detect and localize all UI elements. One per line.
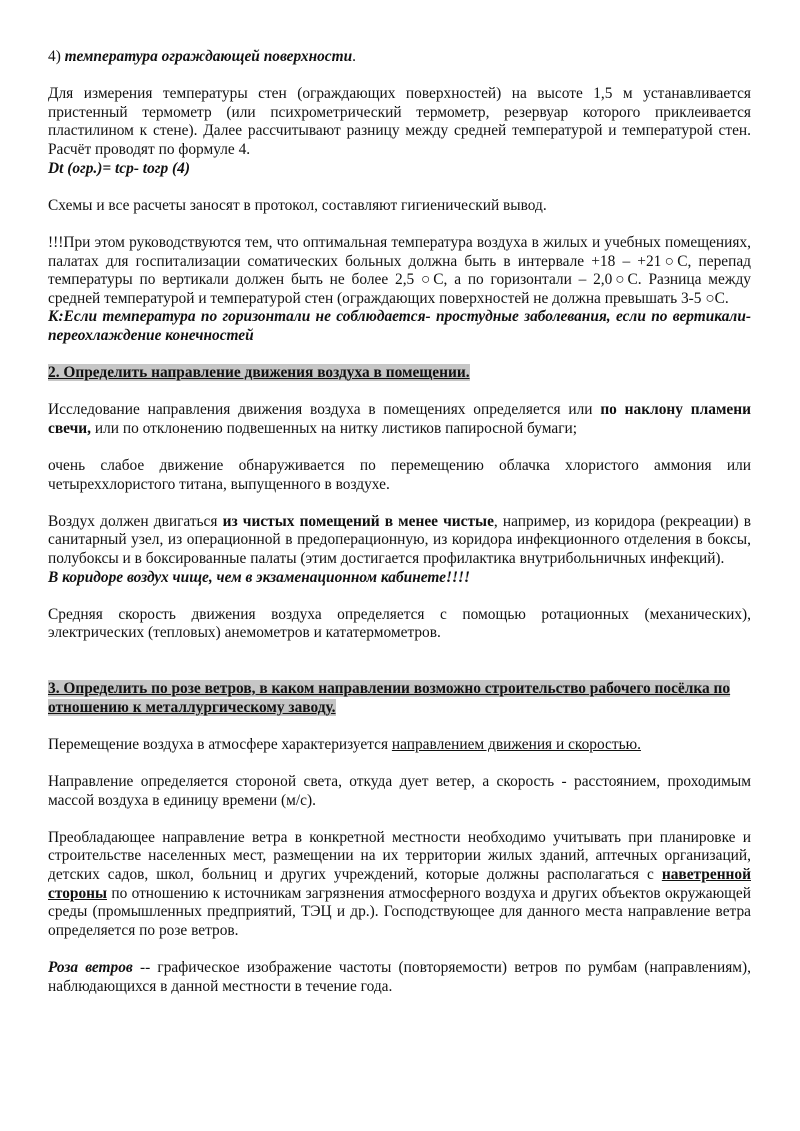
item-title: температура ограждающей поверхности: [64, 48, 353, 65]
paragraph-optimal-temperature: !!!При этом руководствуются тем, что оптимальная температура воздуха в жилых и учебных помещениях, палатах для госпитализации соматических больных должна быть в интервале +18 – +21○С, перепад температуры по вертикали должен быть не более 2,5 ○С, а по горизонтали – 2,0○С. Разница между средней температурой и температурой стен (ограждающих поверхностей не должна превышать 3-5 ○С.: [48, 233, 751, 307]
text-run: -- графическое изображение частоты (повторяемости) ветров по румбам (направлениям), наблюдающихся в данной местности в течение года.: [48, 958, 751, 995]
bold-run: из чистых помещений в менее чистые: [222, 512, 494, 530]
text-run: по отношению к источникам загрязнения атмосферного воздуха и других объектов окружающей среды (промышленных предприятий, ТЭЦ и др.). Господствующее для данного места направление ветра определяется по розе ветров.: [48, 884, 751, 939]
bold-run: по наклону пламени свечи,: [48, 401, 751, 437]
paragraph-atmosphere-movement: [48, 736, 751, 755]
underlined-run: направлением движения и скоростью.: [391, 735, 641, 753]
paragraph-wind-rose: [48, 959, 751, 996]
section-2-heading-text: 2. Определить направление движения воздуха в помещении.: [48, 364, 470, 382]
paragraph-wind-direction: Направление определяется стороной света, откуда дует ветер, а скорость - расстоянием, проходимым массой воздуха в единицу времени (м/с).: [48, 772, 751, 809]
bold-underlined-run: наветренной стороны: [48, 865, 751, 902]
formula: Dt (огр.)= tср- tогр (4): [48, 159, 190, 177]
paragraph-protocol: Схемы и все расчеты заносят в протокол, составляют гигиенический вывод.: [48, 196, 547, 214]
term-run: Роза ветров: [48, 958, 133, 976]
paragraph-wall-measurement: Для измерения температуры стен (ограждающих поверхностей) на высоте 1,5 м устанавливается пристенный термометр (или психрометрический термометр, резервуар которого приклеивается пластилином к стене). Далее рассчитывают разницу между средней температурой и температурой стен. Расчёт проводят по формуле 4.: [48, 85, 751, 158]
text-run: , например, из коридора (рекреации) в санитарный узел, из операционной в предоперационную, из коридора инфекционного отделения в боксы, полубоксы и в боксированные палаты (этим достигается профилактика внутрибольничных инфекций).: [48, 512, 751, 568]
document-page: [48, 48, 751, 996]
paragraph-conclusion: К:Если температура по горизонтали не соблюдается- простудные заболевания, если по вертикали-переохлаждение конечностей: [48, 308, 751, 344]
text-run: Воздух должен двигаться: [48, 512, 223, 530]
section-2-heading: [48, 364, 751, 383]
item-number: 4): [48, 48, 65, 65]
paragraph-air-flow: [48, 513, 751, 569]
paragraph-corridor-note: В коридоре воздух чище, чем в экзаменационном кабинете!!!!: [48, 568, 470, 586]
section-3-heading: [48, 680, 751, 717]
paragraph-air-speed: Средняя скорость движения воздуха определяется с помощью ротационных (механических), электрических (тепловых) анемометров и кататермометров.: [48, 605, 751, 642]
paragraph-prevailing-wind: [48, 829, 751, 941]
section-4-heading: [48, 48, 751, 67]
text-run: Преобладающее направление ветра в конкретной местности необходимо учитывать при планировке и строительстве населенных мест, размещении на их территории жилых зданий, аптечных организаций, детских садов, школ, больниц и других учреждений, которые должны располагаться с: [48, 828, 751, 883]
text-run: Исследование направления движения воздуха в помещениях определяется или: [48, 401, 601, 419]
paragraph-weak-movement: очень слабое движение обнаруживается по перемещению облачка хлористого аммония или четыреххлористого титана, выпущенного в воздухе.: [48, 457, 751, 493]
text-run: Перемещение воздуха в атмосфере характеризуется: [48, 735, 392, 753]
item-dot: .: [352, 48, 357, 65]
text-run: или по отклонению подвешенных на нитку листиков папиросной бумаги;: [91, 419, 578, 437]
section-3-heading-text: 3. Определить по розе ветров, в каком направлении возможно строительство рабочего посёлка по отношению к металлургическому заводу.: [48, 680, 731, 716]
paragraph-air-direction: [48, 401, 751, 438]
